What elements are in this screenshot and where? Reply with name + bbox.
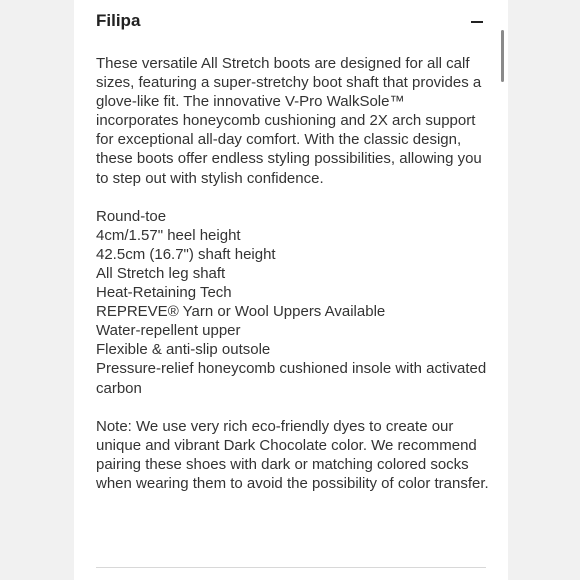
feature-item: Pressure-relief honeycomb cushioned insole with activated carbon	[96, 360, 487, 397]
collapse-bar	[471, 21, 483, 23]
feature-item: Heat-Retaining Tech	[96, 284, 232, 302]
feature-item: 4cm/1.57" heel height	[96, 226, 241, 244]
feature-item: Water-repellent upper	[96, 322, 241, 340]
care-note: Note: We use very rich eco-friendly dyes to create our unique and vibrant Dark Chocolate color. We recommend pairing these shoes with dark or matching colored socks when wearing them to avoid the possibility of color transfer.	[96, 417, 489, 492]
section-content	[96, 54, 490, 512]
feature-list	[96, 207, 490, 398]
section-header[interactable]	[96, 10, 486, 32]
product-description: These versatile All Stretch boots are designed for all calf sizes, featuring a super-stretchy boot shaft that provides a glove-like fit. The innovative V-Pro WalkSole™ incorporates honeycomb cushioning and 2X arch support for exceptional all-day comfort. With the classic design, these boots offer endless styling possibilities, allowing you to step out with stylish confidence.	[96, 55, 482, 187]
product-details-panel	[74, 0, 508, 580]
scrollbar-thumb[interactable]	[501, 30, 504, 82]
feature-item: 42.5cm (16.7") shaft height	[96, 245, 276, 263]
feature-item: All Stretch leg shaft	[96, 264, 226, 282]
feature-item: Round-toe	[96, 207, 167, 225]
feature-item: REPREVE® Yarn or Wool Uppers Available	[96, 303, 386, 321]
feature-item: Flexible & anti-slip outsole	[96, 341, 271, 359]
section-title: Filipa	[96, 11, 141, 30]
section-divider	[96, 567, 486, 568]
minus-icon[interactable]	[470, 10, 486, 32]
